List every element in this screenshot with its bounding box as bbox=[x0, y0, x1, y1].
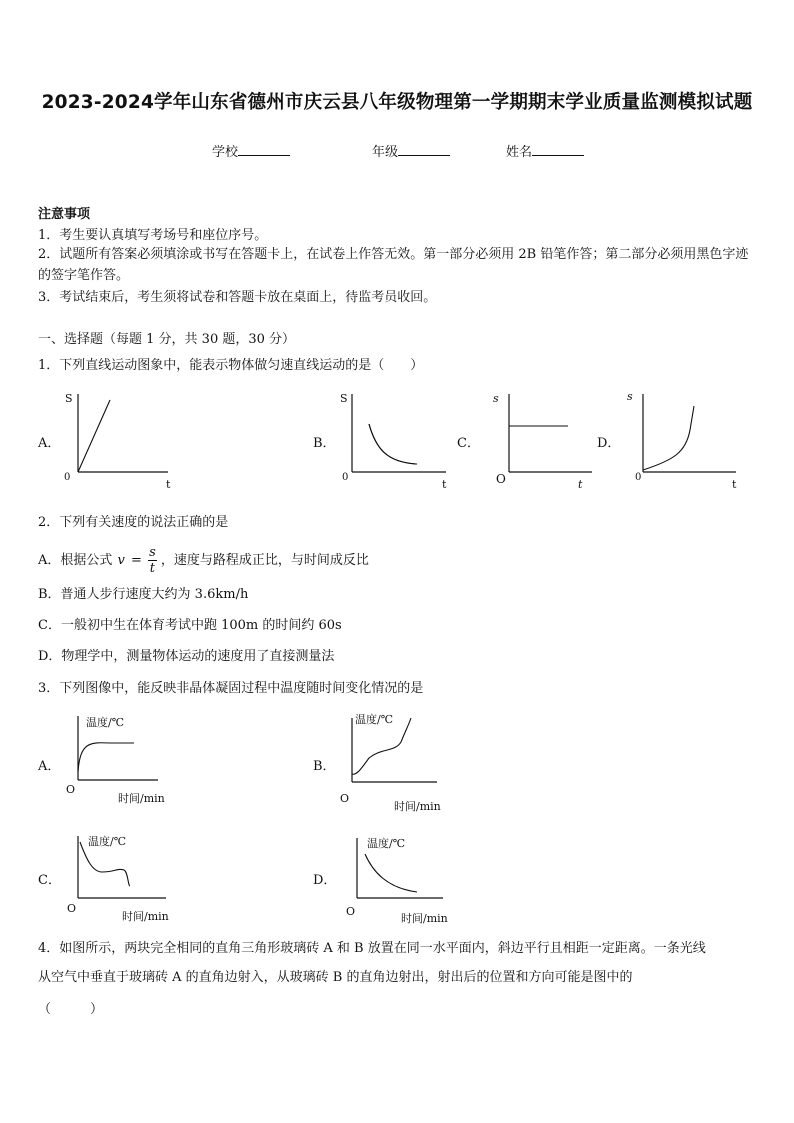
q1-option-b[interactable]: B． bbox=[313, 436, 336, 451]
q2-option-a-prefix: A．根据公式 bbox=[38, 553, 113, 568]
y-label: 温度/℃ bbox=[367, 837, 406, 850]
x-label: t bbox=[578, 478, 583, 491]
y-label: 温度/℃ bbox=[86, 716, 125, 729]
grade-label: 年级 bbox=[372, 145, 399, 160]
y-label: s bbox=[627, 390, 633, 403]
notice-item-1: 1．考生要认真填写考场号和座位序号。 bbox=[38, 228, 268, 243]
formula-lhs: v bbox=[117, 553, 125, 568]
q1-graph-a bbox=[60, 388, 180, 491]
origin-label: O bbox=[340, 792, 350, 805]
q3-option-b[interactable]: B． bbox=[313, 759, 336, 774]
q3-graph-a bbox=[62, 712, 192, 808]
q1-option-a[interactable]: A． bbox=[38, 436, 61, 451]
name-label: 姓名 bbox=[506, 145, 533, 160]
grade-blank[interactable] bbox=[398, 143, 450, 156]
q4-line-3: （ ） bbox=[38, 1002, 104, 1017]
graph-curve bbox=[78, 743, 134, 772]
q2-option-a[interactable] bbox=[38, 545, 369, 577]
q2-stem: 2．下列有关速度的说法正确的是 bbox=[38, 515, 229, 530]
y-label: 温度/℃ bbox=[355, 713, 394, 726]
page-title: 2023-2024学年山东省德州市庆云县八年级物理第一学期期末学业质量监测模拟试题 bbox=[41, 92, 753, 113]
q1-stem: 1．下列直线运动图象中，能表示物体做匀速直线运动的是（ ） bbox=[38, 358, 424, 373]
formula-den: t bbox=[149, 561, 156, 576]
q2-option-b[interactable]: B．普通人步行速度大约为 3.6km/h bbox=[38, 587, 249, 602]
formula-num: s bbox=[149, 545, 156, 560]
grade-field[interactable] bbox=[372, 141, 450, 160]
q4-line-2: 从空气中垂直于玻璃砖 A 的直角边射入，从玻璃砖 B 的直角边射出，射出后的位置和方向可能是图中的 bbox=[38, 970, 633, 985]
formula-fraction bbox=[148, 545, 157, 576]
q1-graph-c bbox=[492, 388, 602, 491]
q1-graph-d bbox=[624, 388, 744, 491]
graph-line bbox=[78, 400, 110, 472]
x-label: 时间/min bbox=[122, 910, 169, 923]
origin-label: O bbox=[66, 783, 76, 796]
name-blank[interactable] bbox=[532, 143, 584, 156]
x-label: t bbox=[732, 478, 737, 491]
origin-label: O bbox=[346, 905, 356, 918]
notice-heading: 注意事项 bbox=[38, 207, 91, 222]
school-label: 学校 bbox=[212, 145, 239, 160]
x-label: 时间/min bbox=[118, 792, 165, 805]
x-label: t bbox=[166, 478, 171, 491]
y-label: S bbox=[65, 392, 73, 405]
q3-option-c[interactable]: C． bbox=[38, 873, 61, 888]
notice-item-3: 3．考试结束后，考生须将试卷和答题卡放在桌面上，待监考员收回。 bbox=[38, 290, 437, 305]
school-blank[interactable] bbox=[238, 143, 290, 156]
q2-option-d[interactable]: D．物理学中，测量物体运动的速度用了直接测量法 bbox=[38, 649, 335, 664]
q2-option-a-suffix: ，速度与路程成正比，与时间成反比 bbox=[160, 553, 369, 568]
graph-curve bbox=[352, 718, 411, 774]
y-label: 温度/℃ bbox=[88, 835, 127, 848]
q1-option-d[interactable]: D． bbox=[597, 436, 621, 451]
q2-option-c[interactable]: C．一般初中生在体育考试中跑 100m 的时间约 60s bbox=[38, 618, 342, 633]
x-label: 时间/min bbox=[394, 800, 441, 813]
origin-label: 0 bbox=[635, 472, 642, 483]
q1-graph-b bbox=[336, 388, 456, 491]
graph-curve bbox=[365, 854, 417, 892]
y-label: s bbox=[493, 392, 499, 405]
origin-label: O bbox=[496, 472, 506, 486]
q3-graph-b bbox=[337, 708, 467, 812]
q3-option-a[interactable]: A． bbox=[38, 759, 61, 774]
formula-eq: = bbox=[131, 553, 142, 568]
name-field[interactable] bbox=[506, 141, 584, 160]
notice-item-2: 2．试题所有答案必须填涂或书写在答题卡上，在试卷上作答无效。第一部分必须用 2B 铅笔作答；第二部分必须用黑色字迹的签字笔作答。 bbox=[38, 247, 749, 283]
q4-line-1: 4．如图所示，两块完全相同的直角三角形玻璃砖 A 和 B 放置在同一水平面内，斜边平行且相距一定距离。一条光线 bbox=[38, 941, 706, 956]
graph-curve bbox=[80, 842, 130, 886]
origin-label: 0 bbox=[342, 472, 349, 483]
origin-label: 0 bbox=[64, 472, 71, 483]
q1-option-c[interactable]: C． bbox=[457, 436, 480, 451]
q3-graph-d bbox=[343, 832, 473, 928]
x-label: 时间/min bbox=[401, 912, 448, 925]
graph-curve bbox=[643, 406, 694, 470]
x-label: t bbox=[442, 478, 447, 491]
q3-stem: 3．下列图像中，能反映非晶体凝固过程中温度随时间变化情况的是 bbox=[38, 681, 424, 696]
y-label: S bbox=[340, 392, 348, 405]
school-field[interactable] bbox=[212, 141, 290, 160]
q3-graph-c bbox=[62, 828, 192, 924]
section-heading: 一、选择题（每题 1 分，共 30 题，30 分） bbox=[38, 332, 296, 347]
origin-label: O bbox=[67, 902, 77, 915]
q3-option-d[interactable]: D． bbox=[313, 873, 337, 888]
